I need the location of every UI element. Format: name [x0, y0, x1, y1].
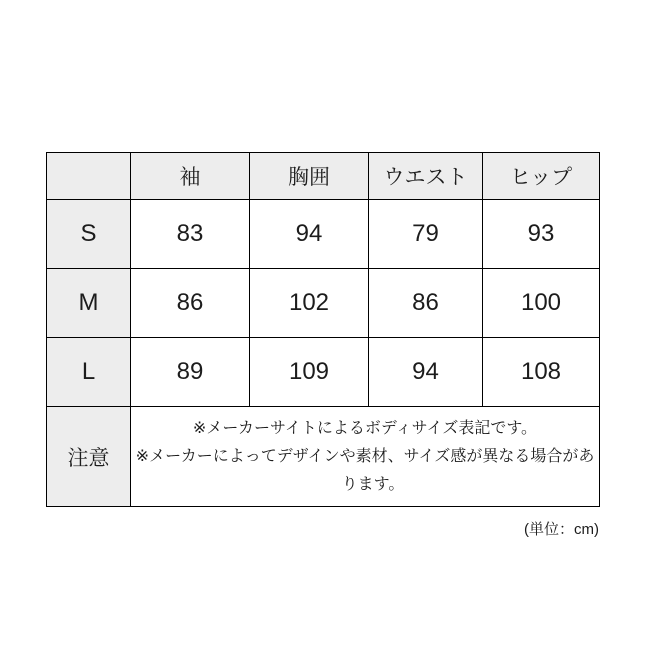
col-header-hip: ヒップ: [483, 153, 600, 200]
cell-s-hip: 93: [483, 200, 600, 269]
corner-cell: [47, 153, 131, 200]
table-row-l: [47, 338, 600, 407]
notice-row: [47, 407, 600, 507]
notice-cell: [131, 407, 600, 507]
table-row-s: [47, 200, 600, 269]
cell-l-hip: 108: [483, 338, 600, 407]
notice-line-2: ※メーカーによってデザインや素材、サイズ感が異なる場合があります。: [135, 447, 595, 493]
row-header-notice: 注意: [47, 407, 131, 507]
col-header-chest: 胸囲: [250, 153, 369, 200]
col-header-sleeve: 袖: [131, 153, 250, 200]
header-row: [47, 153, 600, 200]
notice-line-1: ※メーカーサイトによるボディサイズ表記です。: [192, 419, 538, 437]
cell-m-waist: 86: [369, 269, 483, 338]
cell-m-sleeve: 86: [131, 269, 250, 338]
cell-m-hip: 100: [483, 269, 600, 338]
cell-l-waist: 94: [369, 338, 483, 407]
row-header-m: M: [47, 269, 131, 338]
table-row-m: [47, 269, 600, 338]
cell-s-waist: 79: [369, 200, 483, 269]
unit-label: (単位：cm): [524, 521, 599, 538]
cell-l-sleeve: 89: [131, 338, 250, 407]
size-table: [46, 152, 600, 507]
col-header-waist: ウエスト: [369, 153, 483, 200]
cell-s-sleeve: 83: [131, 200, 250, 269]
row-header-l: L: [47, 338, 131, 407]
cell-s-chest: 94: [250, 200, 369, 269]
cell-m-chest: 102: [250, 269, 369, 338]
row-header-s: S: [47, 200, 131, 269]
cell-l-chest: 109: [250, 338, 369, 407]
